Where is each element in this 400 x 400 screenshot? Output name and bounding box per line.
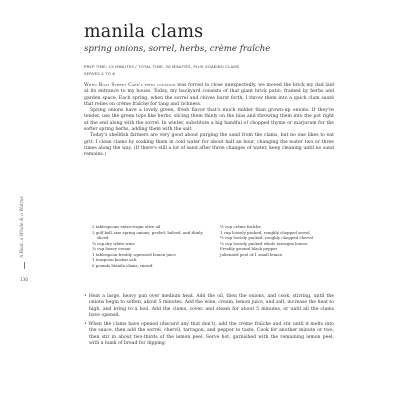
ingredient-item: 2 tablespoons extra-virgin olive oil bbox=[92, 224, 161, 229]
ingredient-item: 1 teaspoon kosher salt bbox=[92, 257, 137, 262]
meta-separator: / bbox=[135, 64, 139, 69]
ingredient-item: 2 golf ball–size spring onions, peeled, halved, and thinly sliced bbox=[92, 229, 203, 240]
step-bullet: • bbox=[84, 322, 87, 328]
recipe-steps bbox=[84, 294, 334, 350]
recipe-meta bbox=[84, 63, 334, 77]
ingredient-item: ¼ cup loosely packed whole tarragon leaves bbox=[220, 240, 308, 246]
ingredient-item: 5 pounds Manila clams, rinsed bbox=[92, 262, 153, 268]
intro-paragraph-3: Today's shellfish farmers are very good about purging the sand from the clams, but no one likes to eat grit. I clean clams by soaking them in cold water for about half an hour, changing the water two or three times along the way. (If there's still a lot of sand after three changes of water, keep cleaning until no sand remains.) bbox=[84, 133, 334, 158]
ingredient-item: Freshly ground black pepper bbox=[220, 246, 278, 251]
ingredient-item: 1 cup loosely packed, roughly chopped sorrel bbox=[220, 229, 310, 235]
ingredient-item: 1 tablespoon freshly squeezed lemon juice bbox=[92, 251, 176, 257]
prep-time: PREP TIME: 15 MINUTES bbox=[84, 64, 134, 69]
intro-paragraph-1 bbox=[84, 83, 334, 108]
step-2 bbox=[84, 322, 334, 347]
ingredient-item: ¾ cup heavy cream bbox=[92, 246, 131, 251]
intro-text bbox=[84, 83, 334, 159]
step-text: Heat a large, heavy pan over medium heat. Add the oil, then the onions, and cook, stirring, until the onions begin to soften, about 5 minutes. Add the wine, cream, lemon juice, and salt, increase the heat to high, and bring to a boil. Add the clams, cover, and steam for about 5 minutes, or until all the clams have opened. bbox=[88, 294, 334, 318]
recipe-title: manila clams bbox=[84, 22, 204, 42]
serves: SERVES 4 TO 6 bbox=[84, 71, 116, 76]
step-text: When the clams have opened (discard any that don't), add the crème fraîche and stir until it melts into the sauce, then add the sorrel, chervil, tarragon, and pepper to taste. Cook for another minute or two, then stir in about two-thirds of the lemon peel. Serve hot, garnished with the remaining lemon peel, with a hunk of bread for dipping. bbox=[88, 322, 334, 347]
step-1 bbox=[84, 294, 334, 319]
intro-lead: When Boat Street Café's first location bbox=[84, 83, 176, 88]
page-number: 130 bbox=[20, 277, 28, 282]
margin-rule bbox=[24, 262, 25, 269]
book-running-title: A Boat, a Whale & a Walrus bbox=[20, 196, 25, 258]
total-time: TOTAL TIME: 30 MINUTES, PLUS SOAKING CLAMS bbox=[138, 64, 240, 69]
intro-p1-rest: was forced to close unexpectedly, we moved the brick my dad laid at its entrance to my house. Today, my backyard consists of that giant brick patio, framed by herbs and garden space. Each spring, when the sorrel and chives burst forth, I throw them into a quick clam sauté that relies on crème fraîche for tang and richness. bbox=[84, 83, 334, 107]
ingredients-list bbox=[92, 224, 332, 268]
ingredient-item: Julienned peel of 1 small lemon bbox=[220, 251, 283, 257]
ingredients-left-column bbox=[92, 224, 204, 268]
ingredient-item: ½ cup crème fraîche bbox=[220, 224, 261, 229]
recipe-subtitle: spring onions, sorrel, herbs, crème fraîche bbox=[84, 44, 271, 54]
ingredient-item: ½ cup loosely packed, roughly chopped chervil bbox=[220, 235, 313, 240]
intro-paragraph-2: Spring onions have a lovely green, fresh flavor that's much milder than grown-up onions. If they're tender, use the green tops like herbs, slicing them thinly on the bias and throwing them into the pot right at the end along with the sorrel. In winter, substitute a big handful of chopped thyme or marjoram for the softer spring herbs, adding them with the salt. bbox=[84, 108, 334, 133]
step-bullet: • bbox=[84, 294, 87, 299]
ingredient-item: ¾ cup dry white wine bbox=[92, 240, 135, 246]
ingredients-right-column bbox=[220, 224, 332, 268]
